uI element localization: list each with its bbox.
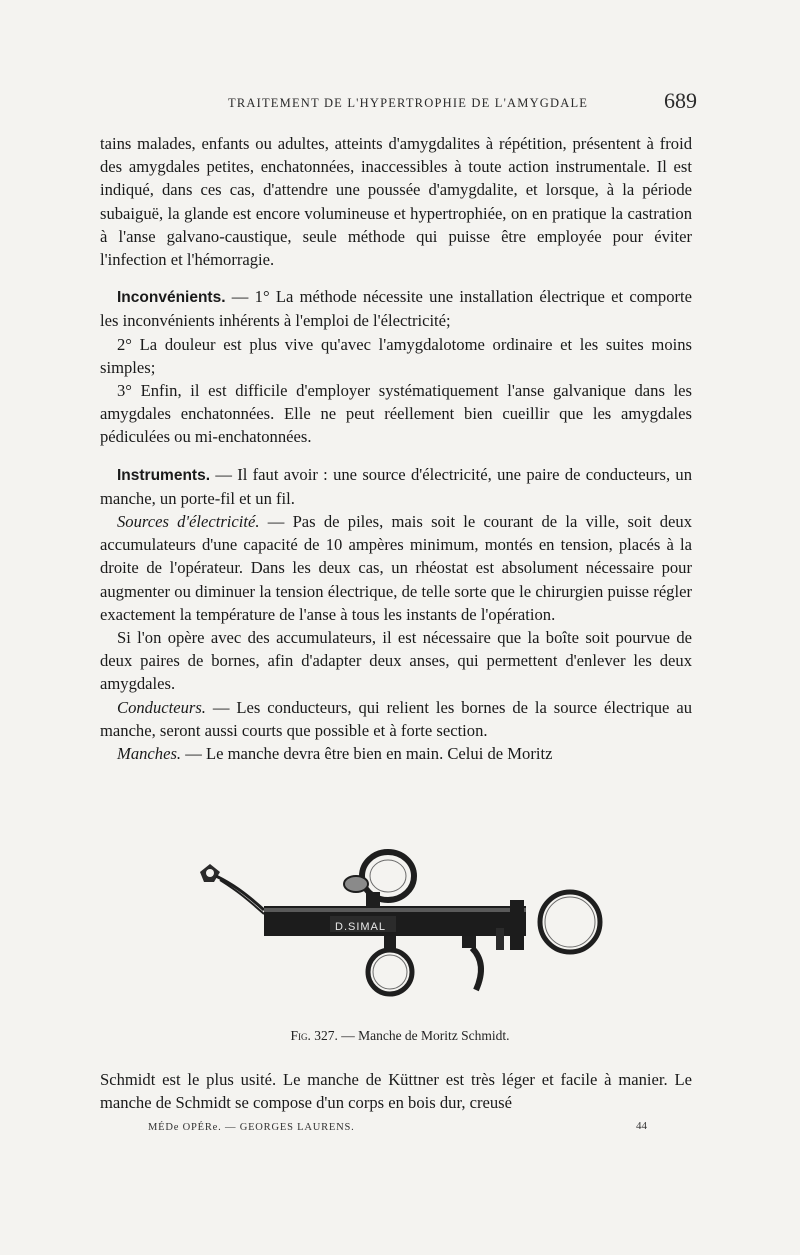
paragraph-conducteurs: [100, 696, 692, 742]
paragraph-manches: [100, 742, 692, 765]
paragraph-4: 3° Enfin, il est difficile d'employer systématiquement l'anse galvanique dans les amygdales enchatonnées. Elle ne peut réellement bien cueillir que les amygdales pédiculées ou mi-enchatonnées.: [100, 381, 692, 447]
paragraph-7: Si l'on opère avec des accumulateurs, il est nécessaire que la boîte soit pourvue de deux paires de bornes, afin d'adapter deux anses, qui permettent d'enlever les deux amygdales.: [100, 628, 692, 694]
paragraph-instruments-text: — Il faut avoir : une source d'électricité, une paire de conducteurs, un manche, un porte-fil et un fil.: [100, 464, 692, 508]
figure-caption: [0, 1028, 800, 1044]
heading-sources: Sources d'électricité.: [117, 512, 260, 532]
figure-caption-number: Fig. 327.: [290, 1028, 338, 1043]
paragraph-manches-text: — Le manche devra être bien en main. Celui de Moritz: [181, 744, 553, 764]
paragraph-1: tains malades, enfants ou adultes, atteints d'amygdalites à répétition, présentent à froid des amygdales petites, enchatonnées, inaccessibles à toute action instrumentale. Il est indiqué, dans ces cas, d'attendre une poussée d'amygdalite, et lorsque, à la période subaiguë, la glande est encore volumineuse et hypertrophiée, on en pratique la castration à l'anse galvano-caustique, seule méthode qui puisse être employée pour éviter l'infection et l'hémorragie.: [100, 134, 692, 270]
running-title: TRAITEMENT DE L'HYPERTROPHIE DE L'AMYGDALE: [228, 96, 589, 110]
right-thumb-ring: [540, 892, 600, 952]
bottom-finger-ring: [368, 936, 412, 994]
paragraph-instruments: [100, 463, 692, 510]
figure-caption-text: — Manche de Moritz Schmidt.: [337, 1028, 510, 1043]
figure-moritz-schmidt-handle: [180, 840, 620, 1010]
page-number: 689: [664, 88, 697, 113]
engraved-label: D.SIMAL: [335, 921, 387, 933]
heading-conducteurs: Conducteurs.: [117, 697, 206, 717]
footer-sheet-number: 44: [636, 1120, 647, 1132]
paragraph-sources: [100, 510, 692, 626]
instrument-illustration: [180, 840, 620, 1010]
paragraph-3: 2° La douleur est plus vive qu'avec l'amygdalotome ordinaire et les suites moins simples;: [100, 334, 692, 377]
cautery-tip: [200, 864, 264, 914]
paragraph-inconvenients: [100, 285, 692, 332]
top-finger-ring: [344, 852, 414, 908]
heading-instruments: Instruments.: [117, 466, 211, 484]
main-text-continued: [100, 1068, 692, 1114]
main-text: [100, 132, 692, 765]
paragraph-10: Schmidt est le plus usité. Le manche de Küttner est très léger et facile à manier. Le manche de Schmidt se compose d'un corps en bois dur, creusé: [100, 1070, 692, 1113]
paragraph-sources-text: — Pas de piles, mais soit le courant de la ville, soit deux accumulateurs d'une capacité de 10 ampères minimum, montés en tension, placés à la droite de l'opérateur. Dans les deux cas, un rhéostat est absolument nécessaire pour augmenter ou diminuer la tension électrique, de telle sorte que le chirurgien puisse régler exactement la température de l'anse à tous les instants de l'opération.: [100, 512, 692, 624]
trigger-lever: [462, 936, 481, 990]
heading-manches: Manches.: [117, 744, 182, 764]
footer-signature: MÉDe OPÉRe. — GEORGES LAURENS.: [148, 1122, 355, 1133]
heading-inconvenients: Inconvénients.: [117, 289, 226, 307]
paragraph-inconvenients-text: — 1° La méthode nécessite une installation électrique et comporte les inconvénients inhérents à l'emploi de l'électricité;: [100, 287, 692, 331]
paragraph-conducteurs-text: — Les conducteurs, qui relient les bornes de la source électrique au manche, seront aussi courts que possible et à forte section.: [100, 697, 692, 740]
